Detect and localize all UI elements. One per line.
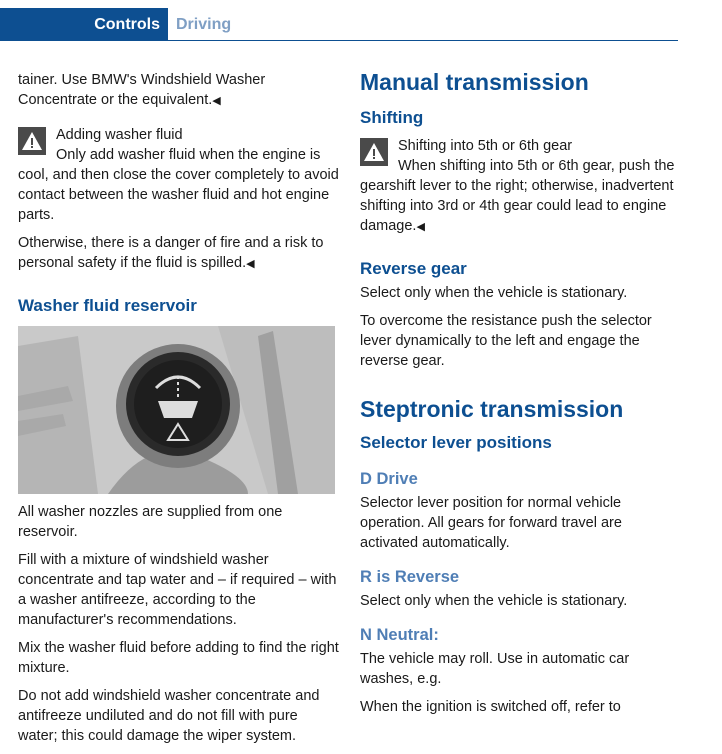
neutral-text-2: When the ignition is switched off, refer to [360,699,621,715]
tab-driving[interactable]: Driving [176,15,232,33]
warning-followup: Otherwise, there is a danger of fire and a risk to personal safety if the fluid is spilled.◀ [18,235,324,271]
manual-transmission-heading: Manual transmission [360,69,589,95]
neutral-heading: N Neutral: [360,626,439,644]
reservoir-p3: Mix the washer fluid before adding to find the right mixture. [18,640,339,676]
drive-heading: D Drive [360,470,418,488]
shift-warning-title: Shifting into 5th or 6th gear [398,138,573,154]
warning-shifting [360,136,682,237]
reverse-p1: Select only when the vehicle is stationary. [360,285,628,301]
reverse-position-heading: R is Reverse [360,568,460,586]
neutral-text: The vehicle may roll. Use in automatic car washes, e.g. [360,651,630,687]
page-header [0,0,722,42]
warning-body: Only add washer fluid when the engine is cool, and then close the cover completely to avoid contact between the washer fluid and hot engine parts. [18,147,339,223]
warning-adding-fluid [18,125,340,225]
steptronic-heading: Steptronic transmission [360,396,624,422]
reverse-p2: To overcome the resistance push the selector lever dynamically to the left and engage the reverse gear. [360,313,652,369]
end-triangle-icon: ◀ [416,221,425,233]
intro-paragraph: tainer. Use BMW's Windshield Washer Concentrate or the equivalent.◀ [18,72,266,108]
left-column [18,70,340,754]
header-rule [0,40,678,41]
end-triangle-icon: ◀ [246,258,255,270]
shifting-heading: Shifting [360,108,424,127]
right-column [360,69,682,725]
reservoir-photo [18,326,335,494]
reservoir-p4: Do not add windshield washer concentrate and antifreeze undiluted and do not fill with pure water; this could damage the wiper system. [18,688,320,744]
warning-triangle-icon [18,127,46,155]
drive-text: Selector lever position for normal vehicle operation. All gears for forward travel are activated automatically. [360,495,622,551]
reverse-gear-heading: Reverse gear [360,259,467,278]
reservoir-p2: Fill with a mixture of windshield washer concentrate and tap water and – if required – with a washer antifreeze, according to the manufacturer's recommendations. [18,552,337,628]
shift-warning-body: When shifting into 5th or 6th gear, push the gearshift lever to the right; otherwise, inadvertent shifting into 3rd or 4th gear could lead to engine damage.◀ [360,158,675,234]
warning-triangle-icon [360,138,388,166]
selector-positions-heading: Selector lever positions [360,433,552,452]
end-triangle-icon: ◀ [212,95,221,107]
tab-controls[interactable]: Controls [0,8,168,41]
reservoir-p1: All washer nozzles are supplied from one reservoir. [18,504,283,540]
reverse-position-text: Select only when the vehicle is stationary. [360,593,628,609]
reservoir-heading: Washer fluid reservoir [18,296,197,315]
warning-title: Adding washer fluid [56,127,183,143]
